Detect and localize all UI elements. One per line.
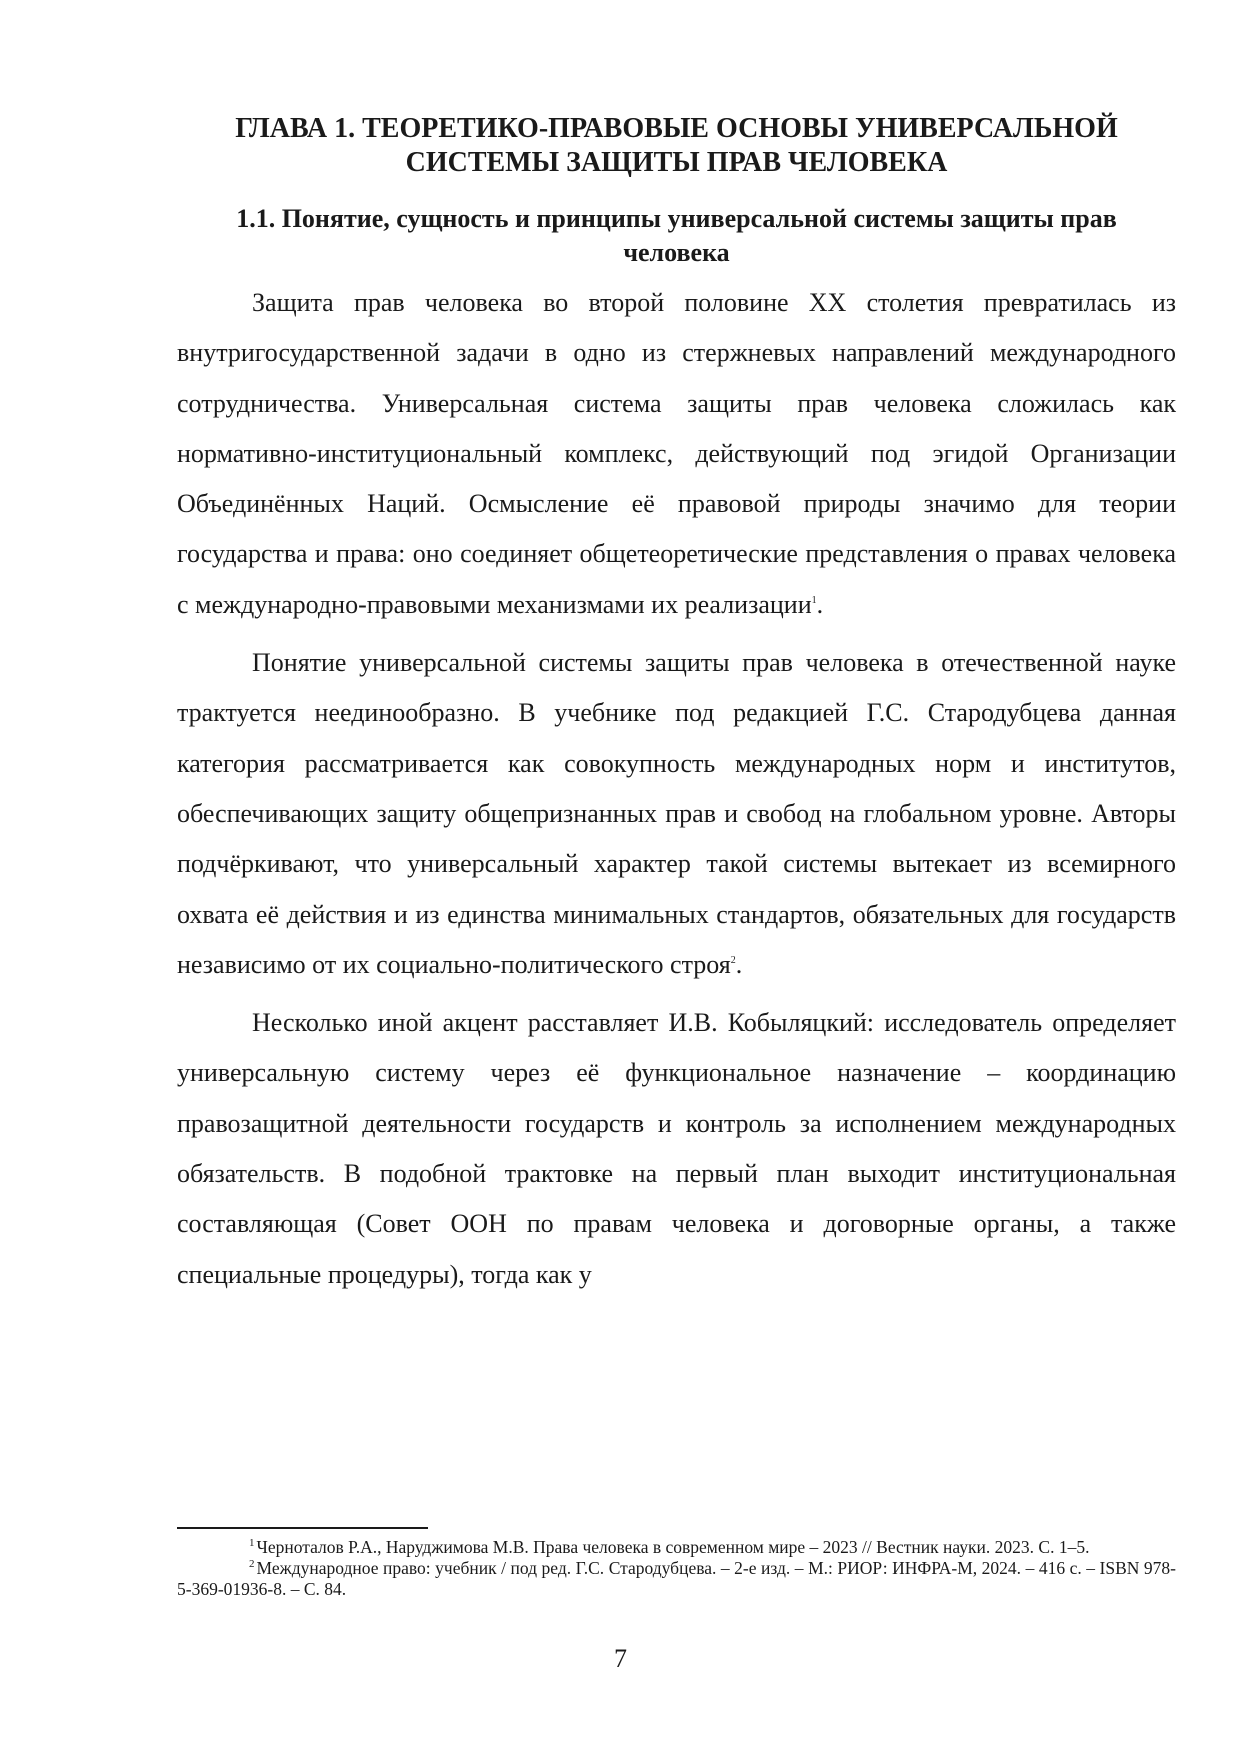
section-title-line-1: 1.1. Понятие, сущность и принципы универсальной системы защиты прав xyxy=(236,204,1117,233)
chapter-title-line-1: ГЛАВА 1. ТЕОРЕТИКО-ПРАВОВЫЕ ОСНОВЫ УНИВЕРСАЛЬНОЙ xyxy=(235,113,1118,144)
paragraph-3 xyxy=(177,998,1176,1300)
paragraph-end: . xyxy=(735,949,743,979)
footnote-number: 1 xyxy=(249,1537,255,1549)
page-body xyxy=(177,112,1176,1300)
footnotes xyxy=(177,1527,1176,1600)
paragraph-text: Понятие универсальной системы защиты прав человека в отечественной науке трактуется неединообразно. В учебнике под редакцией Г.С. Стародубцева данная категория рассматривается как совокупность международных норм и институтов, обеспечивающих защиту общепризнанных прав и свобод на глобальном уровне. Авторы подчёркивают, что универсальный характер такой системы вытекает из всемирного охвата её действия и из единства минимальных стандартов, обязательных для государств независимо от их социально-политического строя xyxy=(177,648,1176,979)
page-number: 7 xyxy=(614,1644,627,1673)
footnote-text: Международное право: учебник / под ред. Г.С. Стародубцева. – 2-е изд. – М.: РИОР: ИНФРА-М, 2024. – 416 с. – ISBN 978-5-369-01936-8. – С. 84. xyxy=(177,1558,1176,1599)
footnote-number: 2 xyxy=(249,1558,255,1570)
paragraph-2 xyxy=(177,638,1176,990)
footnote-1 xyxy=(177,1537,1176,1558)
paragraph-1 xyxy=(177,278,1176,630)
section-title xyxy=(177,202,1176,270)
section-title-line-2: человека xyxy=(623,238,730,267)
chapter-title xyxy=(177,112,1176,180)
footnote-separator xyxy=(177,1527,428,1529)
footnote-text: Черноталов Р.А., Наруджимова М.В. Права человека в современном мире – 2023 // Вестник науки. 2023. С. 1–5. xyxy=(256,1537,1090,1557)
paragraph-end: . xyxy=(816,589,824,619)
paragraph-text: Несколько иной акцент расставляет И.В. Кобыляцкий: исследователь определяет универсальную систему через её функциональное назначение – координацию правозащитной деятельности государств и контроль за исполнением международных обязательств. В подобной трактовке на первый план выходит институциональная составляющая (Совет ООН по правам человека и договорные органы, а также специальные процедуры), тогда как у xyxy=(177,1008,1176,1289)
footnote-reference[interactable]: 2 xyxy=(730,954,736,966)
footnote-reference[interactable]: 1 xyxy=(811,594,817,606)
paragraph-text: Защита прав человека во второй половине XX столетия превратилась из внутригосударственной задачи в одно из стержневых направлений международного сотрудничества. Универсальная система защиты прав человека сложилась как нормативно-институциональный комплекс, действующий под эгидой Организации Объединённых Наций. Осмысление её правовой природы значимо для теории государства и права: оно соединяет общетеоретические представления о правах человека с международно-правовыми механизмами их реализации xyxy=(177,288,1176,619)
footnote-2 xyxy=(177,1558,1176,1600)
chapter-title-line-2: СИСТЕМЫ ЗАЩИТЫ ПРАВ ЧЕЛОВЕКА xyxy=(405,147,948,178)
